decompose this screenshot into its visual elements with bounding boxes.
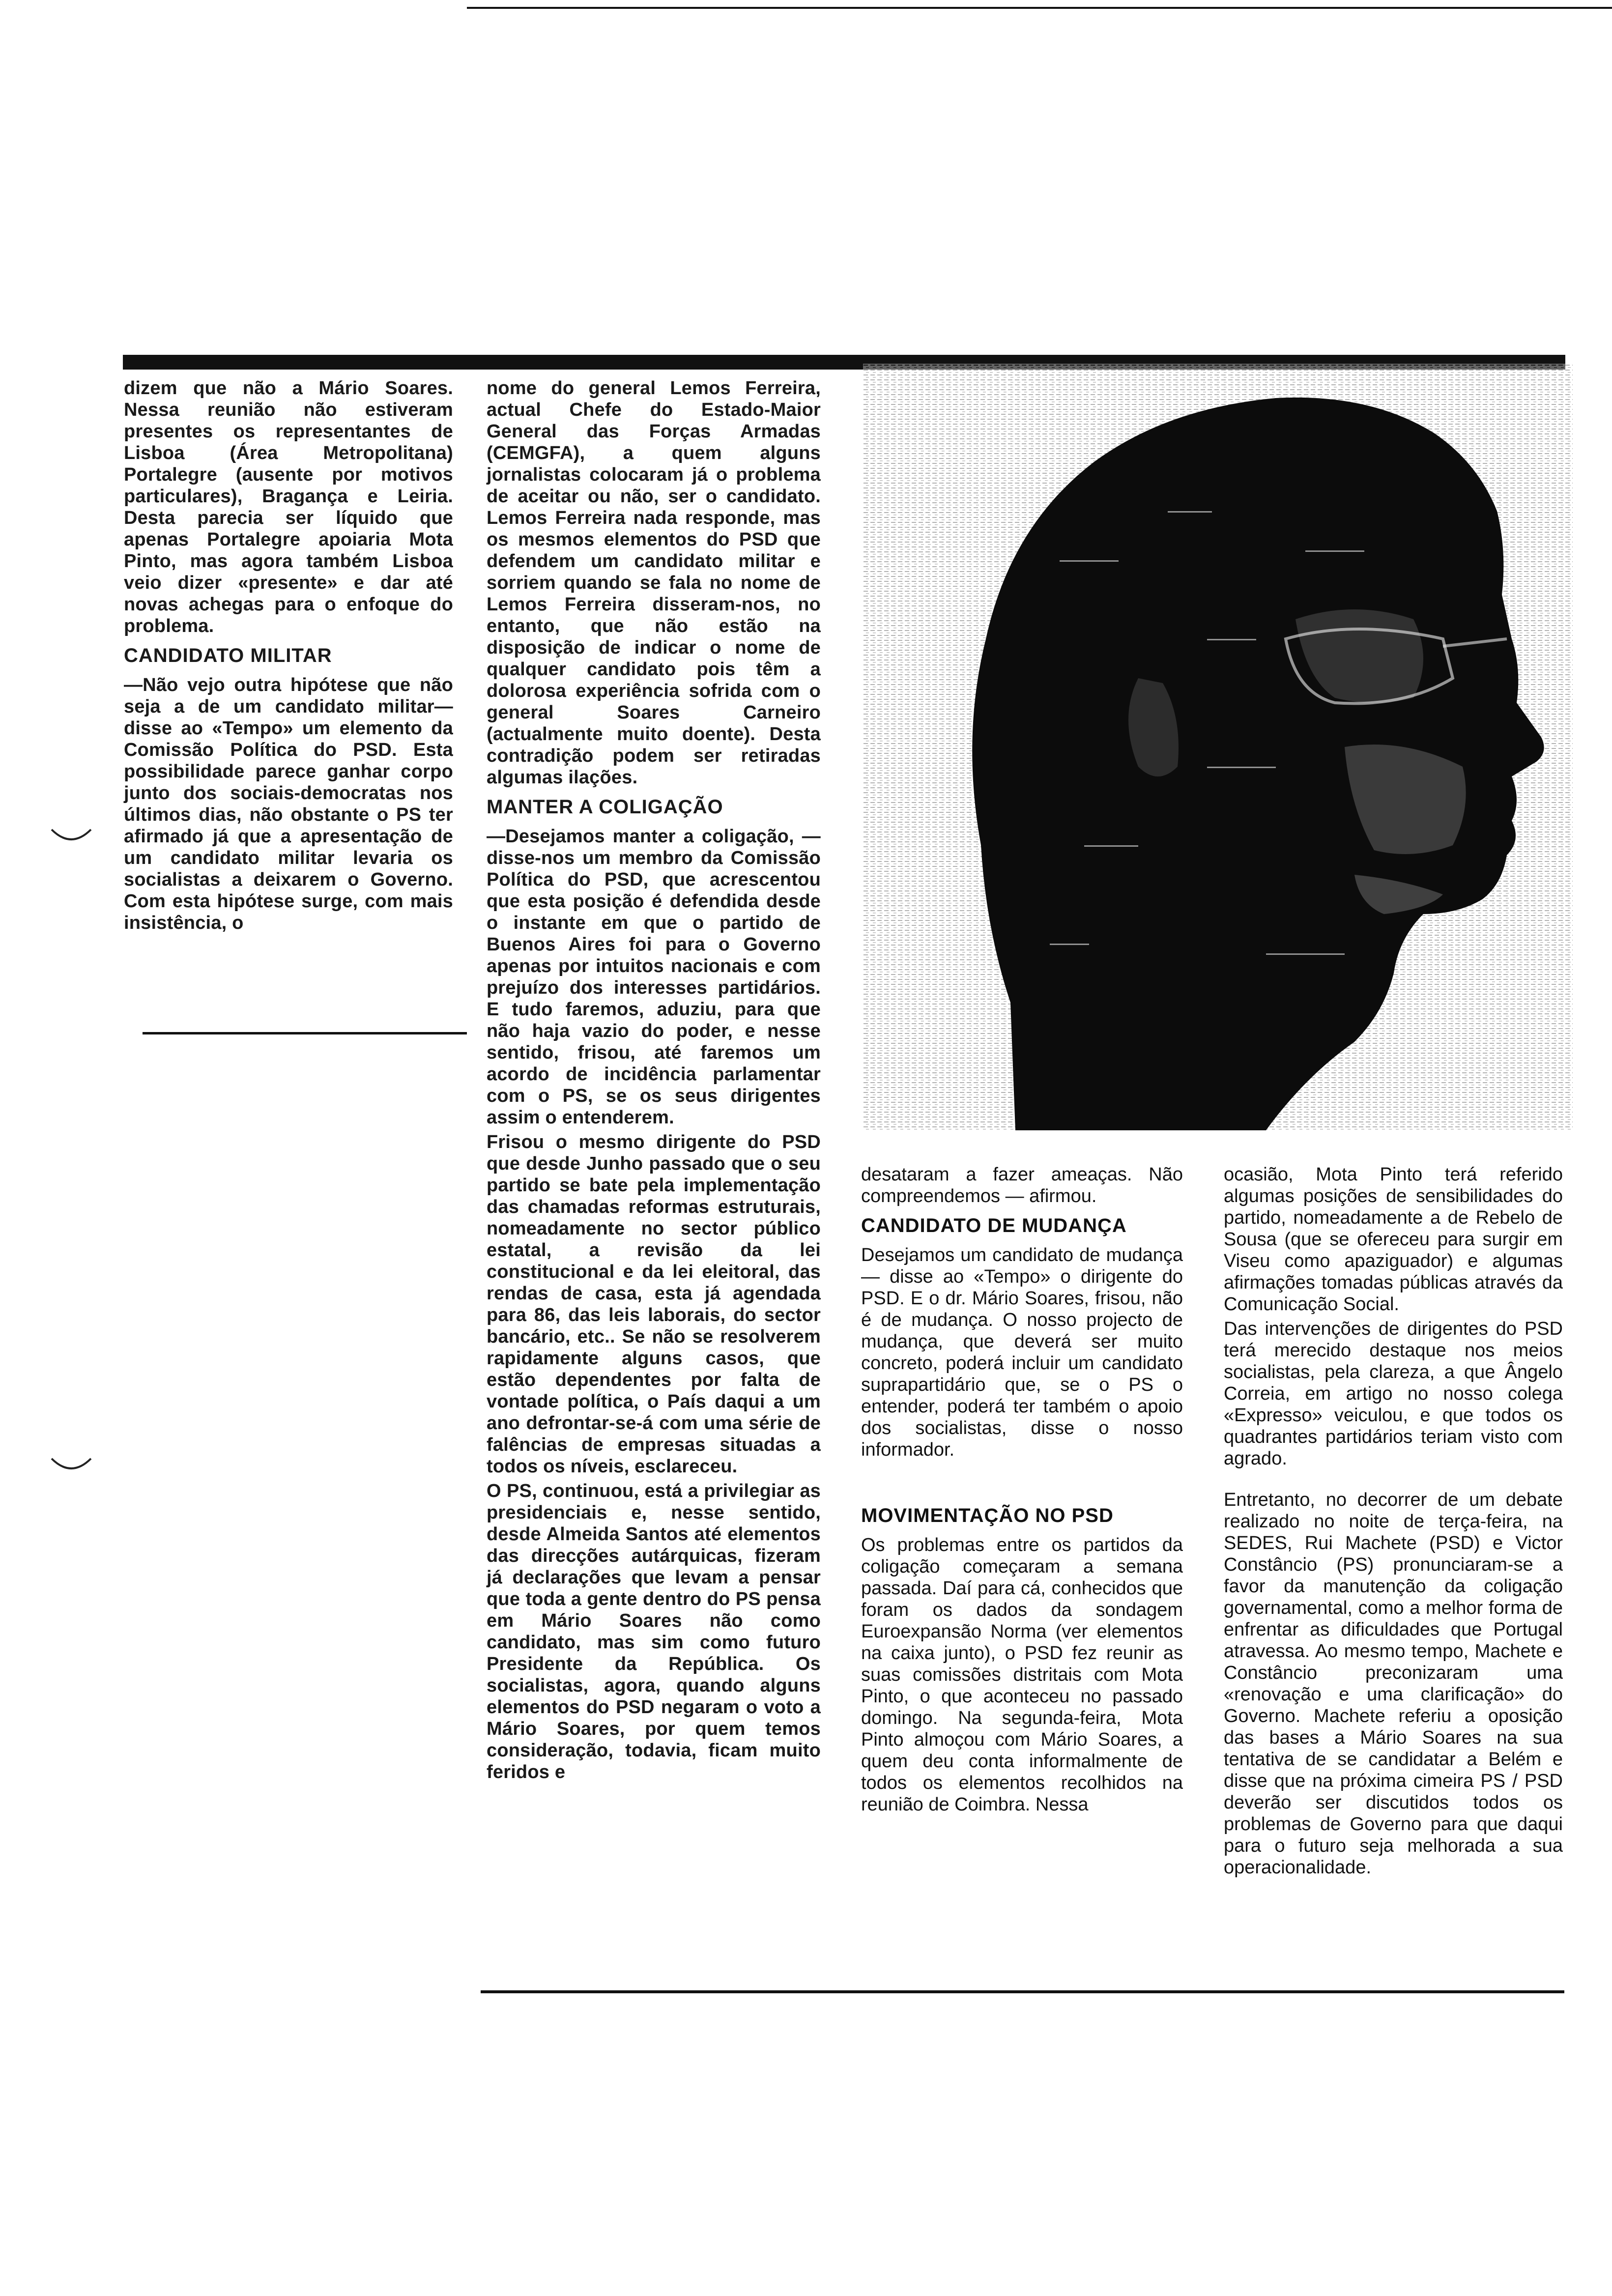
paragraph: Entretanto, no decorrer de um debate realizado no noite de terça-feira, na SEDES, Rui Machete (PSD) e Victor Constâncio (PS) pronunciaram-se a favor da manutenção da coligação governamental, como a melhor forma de enfrentar as dificuldades que Portugal atravessa. Ao mesmo tempo, Machete e Constâncio preconizaram uma «renovação e uma clarificação» do Governo. Machete referiu a oposição das bases a Mário Soares na sua tentativa de se candidatar a Belém e disse que na próxima cimeira PS / PSD deverão ser discutidos todos os problemas de Governo para que daqui para o futuro seja melhorada a sua operacionalidade. (1224, 1490, 1563, 1878)
paragraph: ocasião, Mota Pinto terá referido algumas posições de sensibilidades do partido, nomeadamente a de Rebelo de Sousa (que se ofereceu para surgir em Viseu como apaziguador) e algumas afirmações tomadas públicas através da Comunicação Social. (1224, 1164, 1563, 1315)
paragraph: Das intervenções de dirigentes do PSD terá merecido destaque nos meios socialistas, pela clareza, a que Ângelo Correia, em artigo no nosso colega «Expresso» veiculou, e que todos os quadrantes partidários teriam visto com agrado. (1224, 1319, 1563, 1469)
paragraph: Frisou o mesmo dirigente do PSD que desde Junho passado que o seu partido se bate pela implementação das chamadas reformas estruturais, nomeadamente no sector público estatal, a revisão da lei constitucional e da lei eleitoral, das rendas de casa, esta já agendada para 86, das leis laborais, do sector bancário, etc.. Se não se resolverem rapidamente alguns casos, que estão dependentes por falta de vontade política, o País daqui a um ano defrontar-se-á com uma série de falências de empresas situadas a todos os níveis, esclareceu. (487, 1132, 821, 1477)
section-heading: MANTER A COLIGAÇÃO (487, 796, 723, 818)
section-heading: MOVIMENTAÇÃO NO PSD (861, 1505, 1114, 1526)
top-rule (467, 7, 1612, 9)
paragraph: O PS, continuou, está a privilegiar as presidenciais e, nesse sentido, desde Almeida Santos até elementos das direcções autárquicas, fizeram já declarações que levam a pensar que toda a gente dentro do PS pensa em Mário Soares não como candidato, mas sim como futuro Presidente da República. Os socialistas, agora, quando alguns elementos do PSD negaram o voto a Mário Soares, por quem temos consideração, todavia, ficam muito feridos e (487, 1481, 821, 1782)
article-column-3 (861, 1164, 1183, 1818)
portrait-photo (863, 364, 1573, 1130)
paragraph: Desejamos um candidato de mudança — disse ao «Tempo» o dirigente do PSD. E o dr. Mário Soares, frisou, não é de mudança. O nosso projecto de mudança, que deverá ser muito concreto, poderá incluir um candidato suprapartidário que, se o PS o entender, poderá ter também o apoio dos socialistas, disse o nosso informador. (861, 1245, 1183, 1460)
article-column-4 (1224, 1164, 1563, 1881)
paragraph: —Não vejo outra hipótese que não seja a de um candidato militar— disse ao «Tempo» um elemento da Comissão Política do PSD. Esta possibilidade parece ganhar corpo junto dos sociais-democratas nos últimos dias, não obstante o PS ter afirmado já que a apresentação de um candidato militar levaria os socialistas a deixarem o Governo. Com esta hipótese surge, com mais insistência, o (124, 675, 453, 933)
article-column-2 (487, 377, 821, 1786)
section-heading: CANDIDATO DE MUDANÇA (861, 1215, 1127, 1236)
margin-curve-mark (49, 826, 93, 850)
margin-curve-mark (49, 1455, 93, 1479)
article-column-1 (124, 377, 453, 937)
paragraph: desataram a fazer ameaças. Não compreendemos — afirmou. (861, 1164, 1183, 1206)
article-bottom-rule (481, 1990, 1564, 1993)
paragraph: —Desejamos manter a coligação, — disse-nos um membro da Comissão Política do PSD, que acrescentou que esta posição é defendida desde o instante em que o partido de Buenos Aires foi para o Governo apenas por intuitos nacionais e com prejuízo dos interesses partidários. E tudo faremos, aduziu, para que não haja vazio do poder, e nesse sentido, frisou, até faremos um acordo de incidência parlamentar com o PS, se os seus dirigentes assim o entenderem. (487, 826, 821, 1128)
column-1-bottom-rule (143, 1032, 467, 1034)
portrait-photo-image (863, 364, 1573, 1130)
paragraph: nome do general Lemos Ferreira, actual Chefe do Estado-Maior General das Forças Armadas (CEMGFA), a quem alguns jornalistas colocaram já o problema de aceitar ou não, ser o candidato. Lemos Ferreira nada responde, mas os mesmos elementos do PSD que defendem um candidato militar e sorriem quando se fala no nome de Lemos Ferreira disseram-nos, no entanto, que não estão na disposição de indicar o nome de qualquer candidato pois têm a dolorosa experiência sofrida com o general Soares Carneiro (actualmente muito doente). Desta contradição podem ser retiradas algumas ilações. (487, 378, 821, 788)
section-heading: CANDIDATO MILITAR (124, 645, 332, 666)
paragraph: dizem que não a Mário Soares. Nessa reunião não estiveram presentes os representantes de Lisboa (Área Metropolitana) Portalegre (ausente por motivos particulares), Bragança e Leiria. Desta parecia ser líquido que apenas Portalegre apoiaria Mota Pinto, mas agora também Lisboa veio dizer «presente» e dar até novas achegas para o enfoque do problema. (124, 378, 453, 636)
paragraph: Os problemas entre os partidos da coligação começaram a semana passada. Daí para cá, conhecidos que foram os dados da sondagem Euroexpansão Norma (ver elementos na caixa junto), o PSD fez reunir as suas comissões distritais com Mota Pinto, o que aconteceu no passado domingo. Na segunda-feira, Mota Pinto almoçou com Mário Soares, a quem deu conta informalmente de todos os elementos recolhidos na reunião de Coimbra. Nessa (861, 1535, 1183, 1815)
